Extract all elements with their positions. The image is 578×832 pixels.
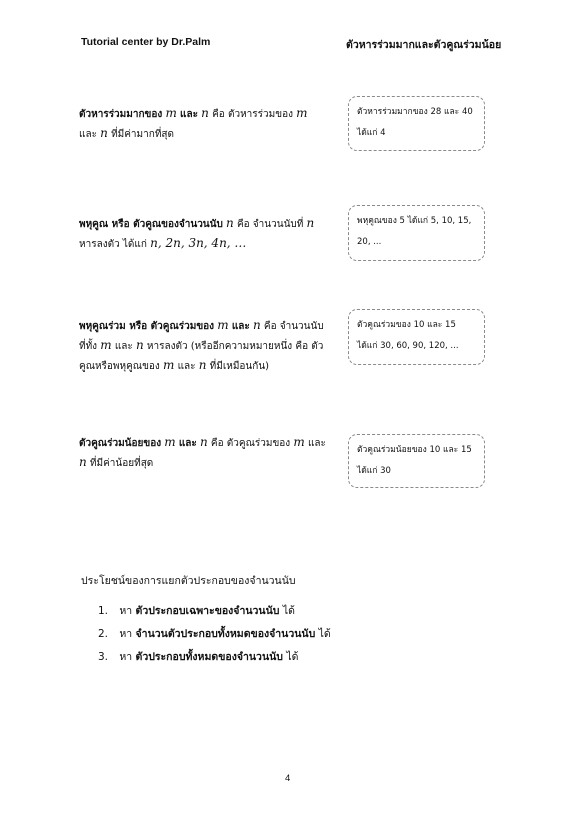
definition-text: คือ จำนวนนับที่ [236, 219, 304, 230]
benefits-list [98, 603, 331, 672]
benefits-title: ประโยชน์ของการแยกตัวประกอบของจำนวนนับ [81, 575, 296, 587]
math-n: n [100, 126, 108, 140]
definition-text: ที่มีค่าน้อยที่สุด [89, 458, 154, 469]
definition-text: หารลงตัว (หรืออีกความหมายหนึ่ง คือ ตัวคูณหรือพหุคูณของ [79, 341, 324, 372]
header-right: ตัวหารร่วมมากและตัวคูณร่วมน้อย [346, 39, 502, 51]
term: พหุคูณ หรือ ตัวคูณของจำนวนนับ [79, 219, 223, 230]
definition-text: และ [79, 129, 97, 140]
definition-text: และ [114, 341, 133, 352]
math-n: n [252, 318, 261, 332]
list-number: 3. [98, 651, 109, 663]
list-text: ได้ [282, 605, 295, 617]
math-n: n [226, 216, 234, 230]
math-n: n [306, 216, 315, 230]
example-box-multiples: พหุคูณของ 5 ได้แก่ 5, 10, 15, 20, ... [348, 205, 485, 261]
math-m: m [100, 338, 112, 352]
list-item [98, 603, 331, 626]
term: ตัวหารร่วมมากของ [79, 109, 163, 120]
math-sequence: n, 2n, 3n, 4n, … [150, 236, 247, 250]
list-bold-text: ตัวประกอบทั้งหมดของจำนวนนับ [135, 651, 283, 663]
example-box-gcd: ตัวหารร่วมมากของ 28 และ 40 ได้แก่ 4 [348, 96, 485, 151]
definition-lcm [79, 433, 337, 473]
list-number: 2. [98, 628, 109, 640]
definition-common-multiples [79, 316, 337, 376]
definition-text: ที่มีค่ามากที่สุด [111, 129, 175, 140]
math-m: m [165, 106, 177, 120]
and-word: และ [178, 438, 197, 449]
definition-gcd [79, 104, 337, 144]
list-text: หา [119, 651, 133, 663]
list-text: ได้ [286, 651, 299, 663]
math-m: m [293, 435, 305, 449]
list-number: 1. [98, 605, 109, 617]
and-word: และ [180, 109, 198, 120]
math-n: n [79, 455, 87, 469]
math-m: m [217, 318, 229, 332]
definition-text: ที่ทั้ง [79, 341, 98, 352]
math-m: m [163, 358, 175, 372]
list-bold-text: จำนวนตัวประกอบทั้งหมดของจำนวนนับ [135, 628, 316, 640]
definition-text: คือ ตัวหารร่วมของ [212, 109, 293, 120]
example-box-common-multiples: ตัวคูณร่วมของ 10 และ 15 ได้แก่ 30, 60, 90, 120, ... [348, 309, 485, 365]
list-item [98, 649, 331, 672]
term: ตัวคูณร่วมน้อยของ [79, 438, 162, 449]
math-n: n [200, 435, 208, 449]
math-n: n [201, 106, 209, 120]
definition-text: คือ ตัวคูณร่วมของ [210, 438, 291, 449]
definition-text: และ [307, 438, 326, 449]
definition-text: และ [177, 361, 196, 372]
list-text: หา [119, 628, 133, 640]
header-left: Tutorial center by Dr.Palm [81, 36, 211, 48]
definition-multiples [79, 214, 337, 254]
example-box-lcm: ตัวคูณร่วมน้อยของ 10 และ 15 ได้แก่ 30 [348, 434, 485, 488]
term: พหุคูณร่วม หรือ ตัวคูณร่วมของ [79, 321, 215, 332]
math-n: n [198, 358, 207, 372]
list-item [98, 626, 331, 649]
and-word: และ [231, 321, 250, 332]
list-text: หา [119, 605, 133, 617]
list-text: ได้ [318, 628, 331, 640]
definition-text: หารลงตัว ได้แก่ [79, 239, 147, 250]
definition-text: ที่มีเหมือนกัน) [209, 361, 270, 372]
definition-text: คือ จำนวนนับ [263, 321, 324, 332]
math-m: m [164, 435, 176, 449]
page-number: 4 [285, 773, 291, 784]
math-m: m [296, 106, 308, 120]
math-n: n [135, 338, 144, 352]
list-bold-text: ตัวประกอบเฉพาะของจำนวนนับ [135, 605, 280, 617]
